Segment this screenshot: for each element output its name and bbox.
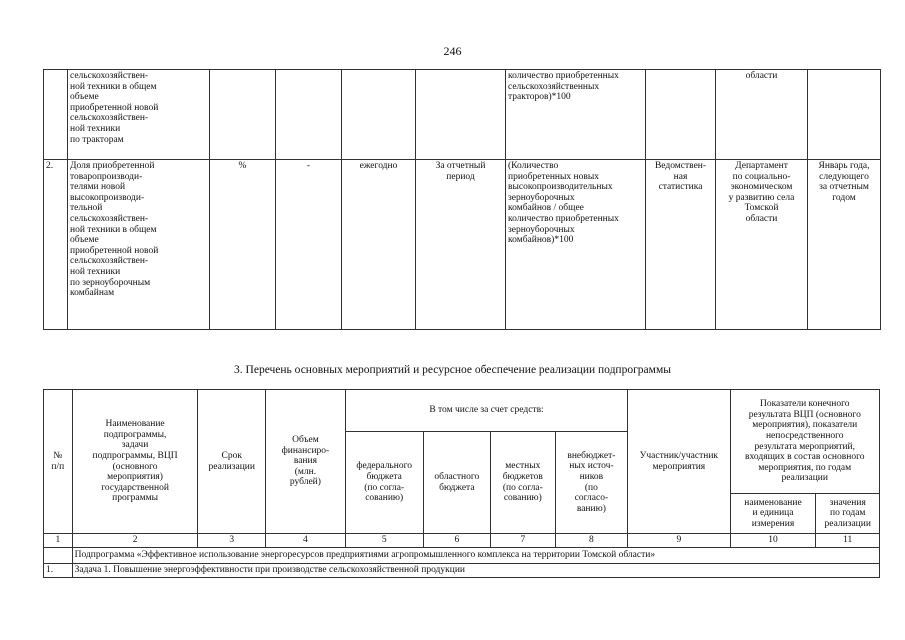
indicator-formula: количество приобретенных сельскохозяйственных тракторов)*100 xyxy=(506,70,646,160)
indicator-name: Доля приобретенной товаропроизводи- телями новой высокопроизводи- тельной сельскохозяйствен- ной техники в общем объеме приобретенной новой сельскохозяйствен- ной техники по зерноуборочным комбайнам xyxy=(68,160,210,330)
col-number: 5 xyxy=(345,534,423,548)
task-title: Задача 1. Повышение энергоэффективности при производстве сельскохозяйственной продукции xyxy=(72,563,879,577)
header-federal: федерального бюджета (по согла- сованию) xyxy=(345,432,423,534)
header-row xyxy=(44,390,880,432)
task-num: 1. xyxy=(44,563,73,577)
header-including: В том числе за счет средств: xyxy=(345,390,627,432)
col-number: 3 xyxy=(198,534,266,548)
header-ind-name: наименование и единица измерения xyxy=(730,494,816,534)
base-value: - xyxy=(276,160,342,330)
subprogram-row xyxy=(44,547,880,563)
indicator-formula: (Количество приобретенных новых высокопроизводительных зерноуборочных комбайнов / общее количество приобретенных зерноуборочных комбайнов)*100 xyxy=(506,160,646,330)
header-name: Наименование подпрограммы, задачи подпрограммы, ВЦП (основного мероприятия) государственной программы xyxy=(72,390,198,534)
col-number: 8 xyxy=(555,534,628,548)
indicator-name: сельскохозяйствен- ной техники в общем объеме приобретенной новой сельскохозяйствен- ной техники по тракторам xyxy=(68,70,210,160)
header-participant: Участник/участник мероприятия xyxy=(628,390,730,534)
subprogram-title: Подпрограмма «Эффективное использование энергоресурсов предприятиями агропромышленного комплекса на территории Томской области» xyxy=(72,547,879,563)
header-indicators: Показатели конечного результата ВЦП (основного мероприятия), показатели непосредственного результата мероприятий, входящих в состав основного мероприятия, по годам реализации xyxy=(730,390,879,494)
header-ind-values: значения по годам реализации xyxy=(816,494,880,534)
task-row xyxy=(44,563,880,577)
indicators-table xyxy=(43,69,881,330)
unit: % xyxy=(210,160,276,330)
header-num: № п/п xyxy=(44,390,73,534)
header-regional: областного бюджета xyxy=(423,432,491,534)
header-volume: Объем финансиро- вания (млн. рублей) xyxy=(266,390,346,534)
reporting-period: За отчетный период xyxy=(416,160,506,330)
responsible: Департамент по социально- экономическом у развитию села Томской области xyxy=(716,160,808,330)
responsible: области xyxy=(716,70,808,160)
activities-table xyxy=(43,389,880,578)
header-local: местных бюджетов (по согла- сованию) xyxy=(491,432,555,534)
table-row xyxy=(44,70,881,160)
table-row xyxy=(44,160,881,330)
section-title: 3. Перечень основных мероприятий и ресурсное обеспечение реализации подпрограммы xyxy=(234,364,671,376)
col-number: 6 xyxy=(423,534,491,548)
periodicity: ежегодно xyxy=(342,160,416,330)
row-num: 2. xyxy=(44,160,68,330)
col-number: 9 xyxy=(628,534,730,548)
header-term: Срок реализации xyxy=(198,390,266,534)
col-number: 11 xyxy=(816,534,880,548)
col-number: 1 xyxy=(44,534,73,548)
col-number: 2 xyxy=(72,534,198,548)
deadline: Январь года, следующего за отчетным годом xyxy=(808,160,881,330)
row-num xyxy=(44,70,68,160)
col-number: 10 xyxy=(730,534,816,548)
data-source: Ведомствен- ная статистика xyxy=(646,160,716,330)
column-numbers-row xyxy=(44,534,880,548)
header-extra: внебюджет- ных источ- ников (по согласо- ванию) xyxy=(555,432,628,534)
col-number: 4 xyxy=(266,534,346,548)
page-number: 246 xyxy=(443,44,462,58)
col-number: 7 xyxy=(491,534,555,548)
